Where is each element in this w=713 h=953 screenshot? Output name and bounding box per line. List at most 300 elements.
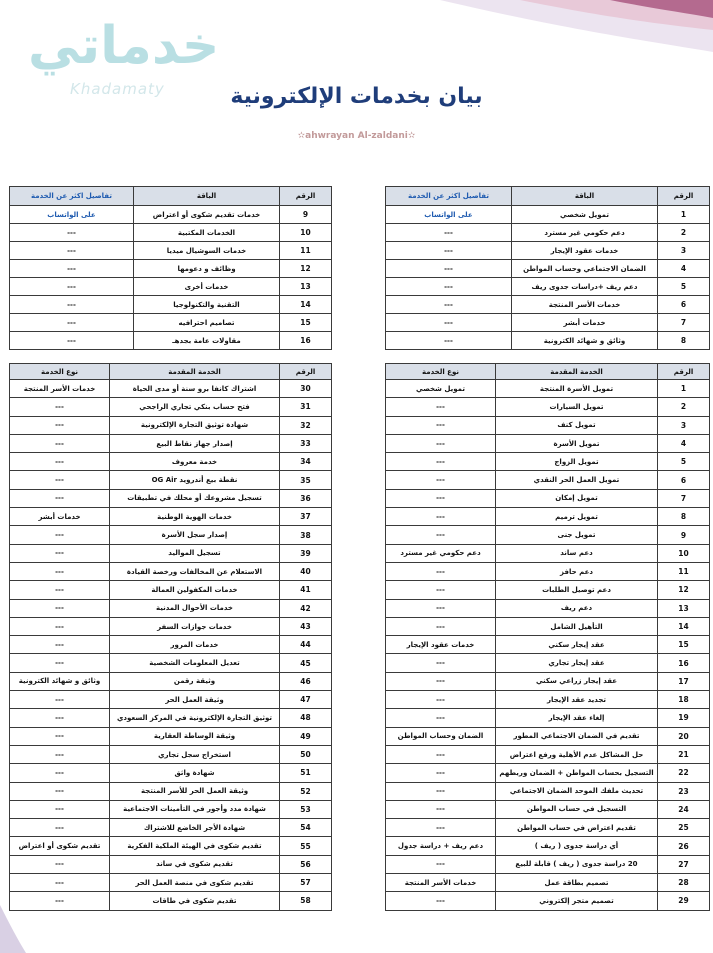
- cell-type: ---: [386, 672, 496, 690]
- cell-service: شهادة الأجر الخاضع للاشتراك: [110, 819, 280, 837]
- cell-num: 8: [658, 332, 710, 350]
- cell-service: أي دراسة جدوى ( ريف ): [496, 837, 658, 855]
- cell-type: ---: [386, 764, 496, 782]
- table-row: [386, 314, 710, 332]
- table-row: [10, 654, 332, 672]
- cell-service: تصميم بطاقة عمل: [496, 874, 658, 892]
- cell-type: خدمات عقود الإيجار: [386, 636, 496, 654]
- cell-num: 34: [280, 453, 332, 471]
- cell-service: دعم ساند: [496, 544, 658, 562]
- cell-type: ---: [386, 562, 496, 580]
- cell-package: دعم ريف +دراسات جدوى ريف: [512, 278, 658, 296]
- table-row: [10, 617, 332, 635]
- cell-num: 9: [658, 526, 710, 544]
- cell-num: 17: [658, 672, 710, 690]
- table-row: [10, 471, 332, 489]
- cell-type: ---: [10, 489, 110, 507]
- table-row: [10, 855, 332, 873]
- cell-service: تمويل إمكان: [496, 489, 658, 507]
- cell-type: وثائق و شهائد الكترونية: [10, 672, 110, 690]
- logo-arabic-text: خدماتي: [28, 16, 220, 76]
- packages-right-body: [386, 206, 710, 350]
- services-right-body: [386, 380, 710, 911]
- cell-type: ---: [386, 453, 496, 471]
- cell-type: ---: [386, 782, 496, 800]
- cell-service: تقديم شكوى في الهيئة الملكية الفكرية: [110, 837, 280, 855]
- table-row: [10, 691, 332, 709]
- cell-service: تمويل السيارات: [496, 398, 658, 416]
- cell-type: ---: [10, 691, 110, 709]
- cell-details: ---: [10, 296, 134, 314]
- cell-service: خدمة معروف: [110, 453, 280, 471]
- cell-package: مقاولات عامة بجدهـ: [134, 332, 280, 350]
- cell-type: تقديم شكوى أو اعتراض: [10, 837, 110, 855]
- cell-num: 32: [280, 416, 332, 434]
- table-row: [10, 782, 332, 800]
- cell-service: التسجيل في حساب المواطن: [496, 800, 658, 818]
- cell-type: ---: [10, 562, 110, 580]
- table-row: [386, 874, 710, 892]
- cell-num: 14: [658, 617, 710, 635]
- cell-package: تمويل شخصي: [512, 206, 658, 224]
- cell-type: ---: [10, 434, 110, 452]
- cell-type: ---: [386, 416, 496, 434]
- cell-details: ---: [386, 314, 512, 332]
- table-row: [386, 636, 710, 654]
- cell-type: ---: [10, 636, 110, 654]
- cell-service: تمويل ترميم: [496, 508, 658, 526]
- cell-num: 6: [658, 296, 710, 314]
- cell-type: ---: [386, 489, 496, 507]
- table-row: [386, 745, 710, 763]
- table-row: [10, 416, 332, 434]
- table-row: [386, 526, 710, 544]
- cell-service: تقديم شكوى في منصة العمل الحر: [110, 874, 280, 892]
- cell-num: 52: [280, 782, 332, 800]
- cell-num: 11: [658, 562, 710, 580]
- cell-num: 29: [658, 892, 710, 910]
- table-row: [386, 819, 710, 837]
- packages-table-left: [9, 186, 332, 350]
- cell-num: 11: [280, 242, 332, 260]
- table-row: [10, 434, 332, 452]
- cell-package: خدمات عقود الإيجار: [512, 242, 658, 260]
- cell-num: 38: [280, 526, 332, 544]
- table-row: [10, 242, 332, 260]
- table-row: [10, 764, 332, 782]
- cell-type: ---: [10, 654, 110, 672]
- cell-num: 43: [280, 617, 332, 635]
- cell-type: خدمات الأسر المنتجة: [10, 380, 110, 398]
- header-num: الرقم: [658, 187, 710, 206]
- cell-num: 45: [280, 654, 332, 672]
- cell-package: خدمات الأسر المنتجة: [512, 296, 658, 314]
- cell-type: ---: [10, 819, 110, 837]
- table-row: [386, 489, 710, 507]
- cell-type: تمويل شخصي: [386, 380, 496, 398]
- table-row: [10, 296, 332, 314]
- cell-service: وثيقة رقمن: [110, 672, 280, 690]
- author-signature: ✫ahwrayan Al-zaldani✫: [297, 131, 416, 141]
- cell-num: 39: [280, 544, 332, 562]
- cell-service: إلغاء عقد الإيجار: [496, 709, 658, 727]
- cell-service: تجديد عقد الإيجار: [496, 691, 658, 709]
- table-row: [386, 800, 710, 818]
- cell-service: التأهيل الشامل: [496, 617, 658, 635]
- table-row: [386, 224, 710, 242]
- cell-service: إصدار سجل الأسرة: [110, 526, 280, 544]
- cell-num: 13: [280, 278, 332, 296]
- cell-num: 50: [280, 745, 332, 763]
- cell-num: 3: [658, 416, 710, 434]
- table-row: [10, 672, 332, 690]
- cell-num: 18: [658, 691, 710, 709]
- cell-service: عقد إيجار زراعي سكني: [496, 672, 658, 690]
- cell-num: 51: [280, 764, 332, 782]
- cell-type: دعم ريف + دراسة جدول: [386, 837, 496, 855]
- cell-type: ---: [386, 745, 496, 763]
- table-header-row: [10, 187, 332, 206]
- cell-service: نقطة بيع أندرويد OG Air: [110, 471, 280, 489]
- cell-num: 33: [280, 434, 332, 452]
- cell-type: ---: [10, 800, 110, 818]
- cell-num: 25: [658, 819, 710, 837]
- cell-type: ---: [386, 526, 496, 544]
- cell-num: 12: [658, 581, 710, 599]
- cell-service: دعم حافز: [496, 562, 658, 580]
- cell-service: وثيقة العمل الحر للأسر المنتجة: [110, 782, 280, 800]
- table-row: [386, 654, 710, 672]
- cell-num: 35: [280, 471, 332, 489]
- table-row: [386, 672, 710, 690]
- cell-service: فتح حساب بنكي تجاري الراجحي: [110, 398, 280, 416]
- cell-service: تقديم في الضمان الاجتماعي المطور: [496, 727, 658, 745]
- cell-type: ---: [386, 617, 496, 635]
- cell-package: الضمان الاجتماعي وحساب المواطن: [512, 260, 658, 278]
- cell-service: خدمات الأحوال المدنية: [110, 599, 280, 617]
- cell-num: 26: [658, 837, 710, 855]
- cell-num: 1: [658, 206, 710, 224]
- cell-package: وظائف و دعومها: [134, 260, 280, 278]
- table-row: [386, 453, 710, 471]
- cell-service: تقديم شكوى في ساند: [110, 855, 280, 873]
- table-row: [386, 471, 710, 489]
- cell-num: 24: [658, 800, 710, 818]
- table-row: [10, 636, 332, 654]
- cell-type: ---: [10, 727, 110, 745]
- cell-service: تمويل الزواج: [496, 453, 658, 471]
- header-service: الخدمة المقدمة: [496, 364, 658, 380]
- cell-type: ---: [10, 617, 110, 635]
- header-details: تفاصيل اكثر عن الخدمة: [386, 187, 512, 206]
- table-row: [386, 416, 710, 434]
- cell-type: ---: [10, 892, 110, 910]
- cell-service: تمويل الأسرة المنتجة: [496, 380, 658, 398]
- cell-type: ---: [10, 544, 110, 562]
- cell-type: ---: [10, 581, 110, 599]
- services-table-right: [385, 363, 710, 911]
- cell-details: ---: [386, 278, 512, 296]
- table-row: [386, 296, 710, 314]
- cell-num: 9: [280, 206, 332, 224]
- table-row: [10, 800, 332, 818]
- header-service: الخدمة المقدمة: [110, 364, 280, 380]
- cell-package: دعم حكومي غير مسترد: [512, 224, 658, 242]
- cell-type: ---: [386, 508, 496, 526]
- table-row: [386, 727, 710, 745]
- cell-service: تسجيل مشروعك أو محلك في تطبيقات: [110, 489, 280, 507]
- cell-num: 19: [658, 709, 710, 727]
- cell-type: ---: [386, 398, 496, 416]
- cell-details: ---: [386, 260, 512, 278]
- table-row: [386, 837, 710, 855]
- table-row: [386, 260, 710, 278]
- cell-num: 8: [658, 508, 710, 526]
- cell-package: خدمات تقديم شكوى أو اعتراض: [134, 206, 280, 224]
- table-row: [10, 206, 332, 224]
- cell-type: ---: [10, 764, 110, 782]
- cell-num: 57: [280, 874, 332, 892]
- header-details: تفاصيل اكثر عن الخدمة: [10, 187, 134, 206]
- cell-num: 10: [280, 224, 332, 242]
- table-row: [10, 224, 332, 242]
- cell-num: 56: [280, 855, 332, 873]
- table-row: [386, 508, 710, 526]
- cell-num: 46: [280, 672, 332, 690]
- table-row: [10, 599, 332, 617]
- cell-type: ---: [386, 581, 496, 599]
- cell-num: 36: [280, 489, 332, 507]
- table-row: [386, 562, 710, 580]
- cell-num: 2: [658, 398, 710, 416]
- table-row: [386, 581, 710, 599]
- table-row: [386, 855, 710, 873]
- cell-package: وثائق و شهائد الكترونية: [512, 332, 658, 350]
- cell-details: ---: [10, 260, 134, 278]
- cell-package: الخدمات المكتبية: [134, 224, 280, 242]
- cell-num: 15: [280, 314, 332, 332]
- cell-type: ---: [10, 745, 110, 763]
- table-header-row: [10, 364, 332, 380]
- cell-service: وثيقة العمل الحر: [110, 691, 280, 709]
- cell-details: ---: [10, 224, 134, 242]
- cell-num: 42: [280, 599, 332, 617]
- cell-num: 40: [280, 562, 332, 580]
- cell-num: 10: [658, 544, 710, 562]
- header-num: الرقم: [280, 187, 332, 206]
- cell-service: دعم ريف: [496, 599, 658, 617]
- cell-num: 5: [658, 278, 710, 296]
- cell-num: 49: [280, 727, 332, 745]
- cell-num: 6: [658, 471, 710, 489]
- cell-service: إصدار جهاز نقاط البيع: [110, 434, 280, 452]
- cell-num: 7: [658, 489, 710, 507]
- cell-service: تقديم شكوى في طاقات: [110, 892, 280, 910]
- cell-type: ---: [386, 800, 496, 818]
- page-title: بيان بخدمات الإلكترونية: [230, 84, 483, 109]
- cell-type: ---: [386, 892, 496, 910]
- cell-package: خدمات أخرى: [134, 278, 280, 296]
- cell-type: ---: [386, 819, 496, 837]
- cell-package: خدمات أبشر: [512, 314, 658, 332]
- table-row: [10, 332, 332, 350]
- cell-num: 7: [658, 314, 710, 332]
- cell-num: 2: [658, 224, 710, 242]
- services-left-body: [10, 380, 332, 911]
- cell-type: ---: [10, 453, 110, 471]
- table-row: [386, 599, 710, 617]
- cell-num: 58: [280, 892, 332, 910]
- cell-type: ---: [10, 855, 110, 873]
- cell-num: 28: [658, 874, 710, 892]
- packages-table-right: [385, 186, 710, 350]
- table-row: [10, 562, 332, 580]
- cell-service: شهادة توثيق التجارة الإلكترونية: [110, 416, 280, 434]
- cell-num: 30: [280, 380, 332, 398]
- cell-type: خدمات الأسر المنتجة: [386, 874, 496, 892]
- cell-details: ---: [10, 314, 134, 332]
- cell-type: ---: [10, 398, 110, 416]
- table-header-row: [386, 364, 710, 380]
- table-row: [386, 434, 710, 452]
- header-type: نوع الخدمة: [10, 364, 110, 380]
- cell-type: ---: [386, 654, 496, 672]
- table-row: [386, 332, 710, 350]
- cell-details: ---: [386, 332, 512, 350]
- cell-num: 13: [658, 599, 710, 617]
- cell-num: 47: [280, 691, 332, 709]
- header-package: الباقة: [512, 187, 658, 206]
- table-row: [386, 398, 710, 416]
- table-row: [10, 837, 332, 855]
- logo-english-text: Khadamaty: [70, 80, 165, 98]
- header-num: الرقم: [658, 364, 710, 380]
- table-row: [10, 892, 332, 910]
- cell-type: ---: [10, 782, 110, 800]
- cell-type: خدمات أبشر: [10, 508, 110, 526]
- cell-type: ---: [10, 416, 110, 434]
- cell-num: 5: [658, 453, 710, 471]
- cell-num: 54: [280, 819, 332, 837]
- cell-num: 4: [658, 434, 710, 452]
- cell-service: دعم توصيل الطلبات: [496, 581, 658, 599]
- cell-type: ---: [386, 855, 496, 873]
- table-row: [386, 278, 710, 296]
- cell-details: ---: [386, 224, 512, 242]
- cell-details: ---: [10, 278, 134, 296]
- cell-num: 23: [658, 782, 710, 800]
- cell-type: ---: [386, 691, 496, 709]
- cell-service: تسجيل المواليد: [110, 544, 280, 562]
- cell-details: ---: [386, 242, 512, 260]
- cell-service: الاستعلام عن المخالفات ورخصة القيادة: [110, 562, 280, 580]
- cell-type: دعم حكومي غير مسترد: [386, 544, 496, 562]
- cell-service: اشتراك كانفا برو سنة أو مدى الحياة: [110, 380, 280, 398]
- cell-num: 1: [658, 380, 710, 398]
- cell-type: ---: [10, 526, 110, 544]
- cell-details: على الواتساب: [10, 206, 134, 224]
- cell-type: الضمان وحساب المواطن: [386, 727, 496, 745]
- cell-num: 41: [280, 581, 332, 599]
- cell-num: 55: [280, 837, 332, 855]
- cell-type: ---: [386, 471, 496, 489]
- cell-service: خدمات الهوية الوطنية: [110, 508, 280, 526]
- cell-service: تقديم اعتراض في حساب المواطن: [496, 819, 658, 837]
- cell-service: حل المشاكل عدم الأهلية ورفع اعتراض: [496, 745, 658, 763]
- table-row: [386, 782, 710, 800]
- cell-service: تمويل الأسرة: [496, 434, 658, 452]
- cell-details: ---: [386, 296, 512, 314]
- cell-type: ---: [10, 471, 110, 489]
- cell-package: التقنية والتكنولوجيا: [134, 296, 280, 314]
- table-row: [386, 764, 710, 782]
- table-row: [10, 581, 332, 599]
- table-row: [10, 398, 332, 416]
- cell-service: استخراج سجل تجاري: [110, 745, 280, 763]
- cell-service: تمويل جنى: [496, 526, 658, 544]
- table-row: [10, 727, 332, 745]
- cell-details: ---: [10, 332, 134, 350]
- cell-num: 37: [280, 508, 332, 526]
- cell-num: 12: [280, 260, 332, 278]
- cell-num: 21: [658, 745, 710, 763]
- table-row: [10, 709, 332, 727]
- table-row: [10, 745, 332, 763]
- services-table-left: [9, 363, 332, 911]
- cell-package: تصاميم احترافيه: [134, 314, 280, 332]
- table-row: [10, 508, 332, 526]
- table-header-row: [386, 187, 710, 206]
- cell-num: 20: [658, 727, 710, 745]
- cell-service: تمويل العمل الحر النقدي: [496, 471, 658, 489]
- cell-package: خدمات السوشيال ميديا: [134, 242, 280, 260]
- table-row: [10, 260, 332, 278]
- table-row: [10, 489, 332, 507]
- header-package: الباقة: [134, 187, 280, 206]
- cell-type: ---: [10, 709, 110, 727]
- header-num: الرقم: [280, 364, 332, 380]
- table-row: [386, 691, 710, 709]
- table-row: [386, 892, 710, 910]
- packages-left-body: [10, 206, 332, 350]
- cell-service: 20 دراسة جدوى ( ريف ) قابلة للبيع: [496, 855, 658, 873]
- cell-service: خدمات المرور: [110, 636, 280, 654]
- table-row: [386, 206, 710, 224]
- table-row: [10, 453, 332, 471]
- cell-num: 4: [658, 260, 710, 278]
- cell-num: 44: [280, 636, 332, 654]
- table-row: [10, 819, 332, 837]
- table-row: [10, 314, 332, 332]
- cell-service: وثيقة الوساطة العقارية: [110, 727, 280, 745]
- cell-type: ---: [10, 874, 110, 892]
- cell-service: التسجيل بحساب المواطن + الضمان وربطهم: [496, 764, 658, 782]
- cell-service: عقد إيجار سكني: [496, 636, 658, 654]
- cell-service: تحديث ملفك الموحد الضمان الاجتماعي: [496, 782, 658, 800]
- cell-num: 14: [280, 296, 332, 314]
- cell-num: 31: [280, 398, 332, 416]
- cell-service: شهادة واثق: [110, 764, 280, 782]
- table-row: [10, 544, 332, 562]
- cell-type: ---: [386, 599, 496, 617]
- cell-service: تعديل المعلومات الشخصية: [110, 654, 280, 672]
- cell-num: 27: [658, 855, 710, 873]
- cell-num: 3: [658, 242, 710, 260]
- cell-service: تصميم متجر إلكتروني: [496, 892, 658, 910]
- cell-service: عقد إيجار تجاري: [496, 654, 658, 672]
- table-row: [10, 380, 332, 398]
- cell-num: 48: [280, 709, 332, 727]
